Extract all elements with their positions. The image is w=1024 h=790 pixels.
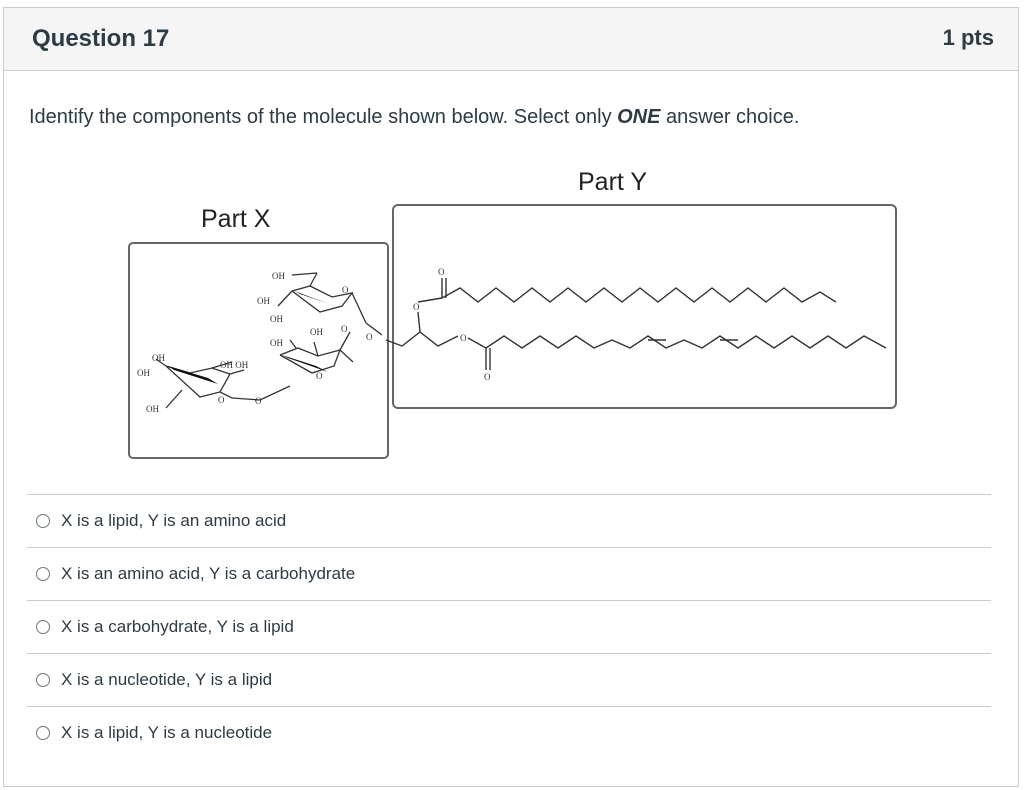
radio-button[interactable]	[36, 514, 50, 528]
answer-option[interactable]	[27, 494, 991, 547]
prompt-emphasis: ONE	[617, 106, 661, 128]
sugar-ohoh-label: OH OH	[220, 360, 249, 370]
answer-option[interactable]	[27, 706, 991, 759]
prompt-text-end: answer choice.	[660, 106, 800, 128]
question-header	[4, 8, 1018, 71]
sugar-oh-label-3: OH	[270, 314, 283, 324]
lipid-o-label-4: O	[484, 372, 491, 382]
answer-label[interactable]: X is an amino acid, Y is a carbohydrate	[61, 564, 356, 583]
question-prompt	[29, 106, 799, 129]
lipid-o-label-2: O	[413, 302, 420, 312]
sugar-o-label-3: O	[316, 371, 323, 381]
radio-button[interactable]	[36, 620, 50, 634]
answer-label[interactable]: X is a nucleotide, Y is a lipid	[61, 670, 273, 689]
answer-label[interactable]: X is a lipid, Y is an amino acid	[61, 511, 287, 530]
lipid-structure	[386, 278, 886, 370]
radio-button[interactable]	[36, 673, 50, 687]
prompt-text-start: Identify the components of the molecule shown below. Select only	[29, 106, 618, 128]
sugar-oh-label-7: OH	[146, 404, 159, 414]
radio-button[interactable]	[36, 726, 50, 740]
part-x-label: Part X	[201, 205, 271, 233]
lipid-o-label-3: O	[460, 333, 467, 343]
sugar-o-label-1: O	[342, 285, 349, 295]
question-title: Question 17	[32, 25, 170, 52]
radio-button[interactable]	[36, 567, 50, 581]
sugar-oh-cut-label: OH	[137, 368, 150, 378]
part-x-box	[129, 243, 388, 458]
lipid-o-label-1: O	[438, 267, 445, 277]
answer-option[interactable]	[27, 600, 991, 653]
answer-label[interactable]: X is a lipid, Y is a nucleotide	[61, 723, 273, 742]
sugar-o-label-5: O	[255, 396, 262, 406]
sugar-oh-label-5: OH	[270, 338, 283, 348]
part-y-label: Part Y	[578, 168, 648, 196]
sugar-oh-label-6: OH	[152, 353, 165, 363]
answer-label[interactable]: X is a carbohydrate, Y is a lipid	[61, 617, 294, 636]
sugar-oh-label-1: OH	[272, 271, 285, 281]
sugar-o-label-4: O	[218, 395, 225, 405]
answer-option[interactable]	[27, 653, 991, 706]
answer-list	[27, 494, 991, 759]
sugar-o-label-2: O	[341, 324, 348, 334]
molecule-figure	[120, 160, 900, 465]
question-points: 1 pts	[942, 25, 994, 50]
sugar-oh-label-4: OH	[310, 327, 323, 337]
sugar-o-label-6: O	[366, 332, 373, 342]
sugar-oh-label-2: OH	[257, 296, 270, 306]
part-y-box	[393, 205, 896, 408]
answer-option[interactable]	[27, 547, 991, 600]
